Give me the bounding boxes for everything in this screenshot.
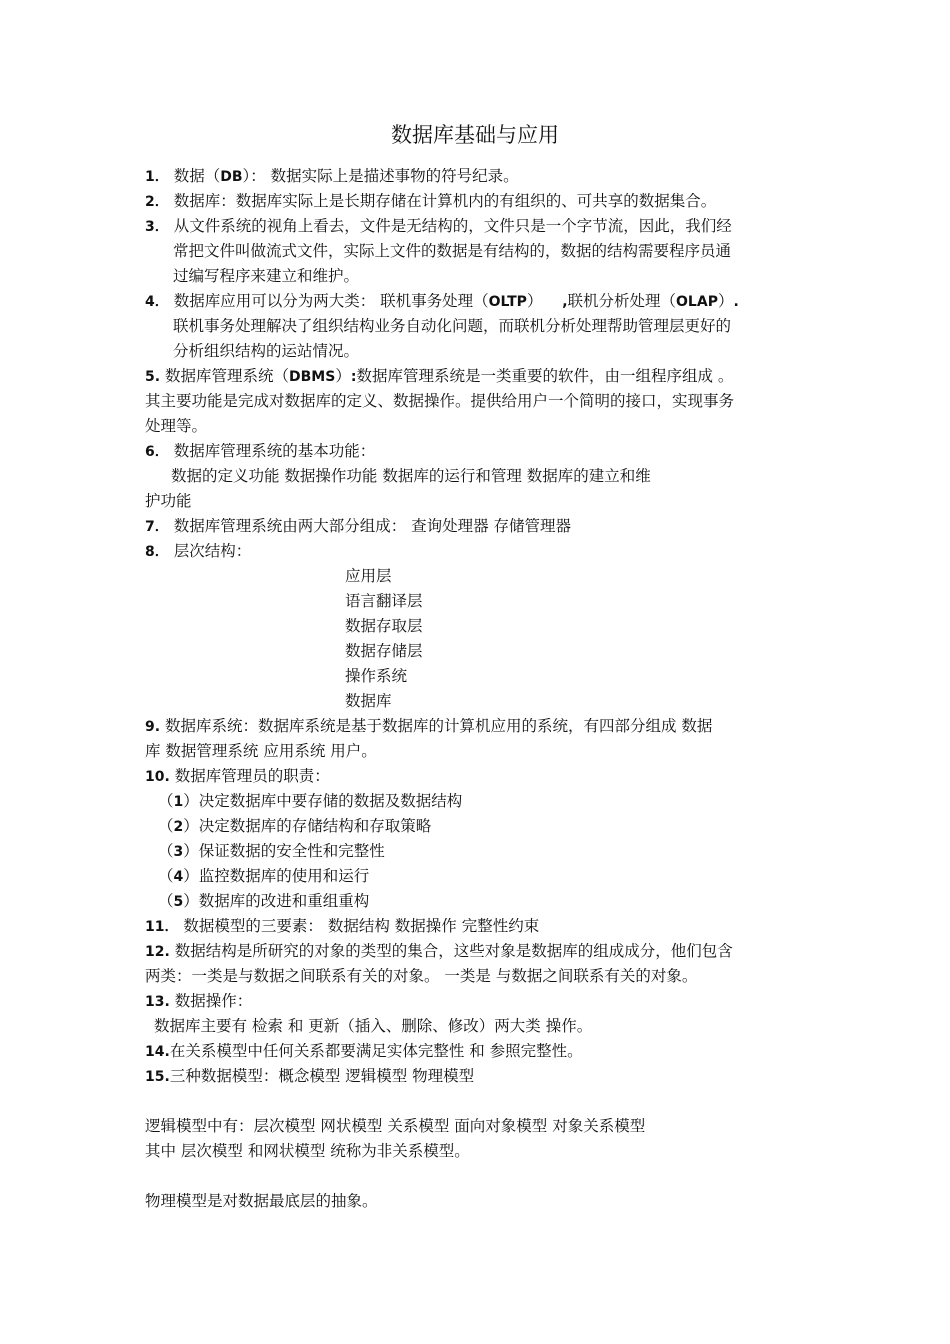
term-oltp: OLTP (488, 294, 527, 310)
item-text: 数据库应用可以分为两大类： 联机事务处理（ (173, 292, 489, 310)
duty-text: 监控数据库的使用和运行 (198, 867, 370, 885)
item-number: 12. (145, 944, 170, 960)
item-4-line-3: 分析组织结构的运站情况。 (173, 342, 360, 360)
item-2 (145, 189, 810, 215)
duty-number: 3 (173, 844, 184, 860)
item-text: 数据库管理系统是一类重要的软件，由一组程序组成 。 (356, 367, 734, 385)
duty-item: （1）决定数据库中要存储的数据及数据结构 (158, 792, 463, 810)
item-text: 数据库系统：数据库系统是基于数据库的计算机应用的系统，有四部分组成 数据 (165, 717, 713, 735)
item-number: 8． (145, 544, 169, 560)
item-5 (145, 364, 810, 390)
term-db: DB (220, 169, 243, 185)
item-text: 数据库管理系统的基本功能： (173, 442, 376, 460)
item-text: 在关系模型中任何关系都要满足实体完整性 和 参照完整性。 (169, 1042, 583, 1060)
item-9 (145, 714, 810, 740)
duty-text: 决定数据库的存储结构和存取策略 (198, 817, 432, 835)
item-text: : (350, 369, 357, 385)
item-number: 6． (145, 444, 169, 460)
item-text: 数据库管理员的职责： (174, 767, 330, 785)
duty-number: 4 (173, 869, 184, 885)
duty-number: 5 (173, 894, 184, 910)
item-number: 4． (145, 294, 169, 310)
duty-text: 保证数据的安全性和完整性 (198, 842, 385, 860)
item-7 (145, 514, 810, 540)
duty-item: （3）保证数据的安全性和完整性 (158, 842, 385, 860)
item-text: 数据库：数据库实际上是长期存储在计算机内的有组织的、可共享的数据集合。 (173, 192, 717, 210)
item-text: . (733, 294, 739, 310)
item-3-line-3: 过编写程序来建立和维护。 (173, 267, 360, 285)
item-text: ） (335, 367, 351, 385)
item-number: 9. (145, 719, 161, 735)
duty-item: （4）监控数据库的使用和运行 (158, 867, 370, 885)
item-text: 数据模型的三要素： 数据结构 数据操作 完整性约束 (183, 917, 540, 935)
item-6-line-2: 数据的定义功能 数据操作功能 数据库的运行和管理 数据库的建立和维 (171, 467, 651, 485)
duty-text: 决定数据库中要存储的数据及数据结构 (198, 792, 463, 810)
item-number: 2． (145, 194, 169, 210)
item-text: ） (526, 292, 543, 310)
item-1 (145, 164, 810, 190)
item-5-line-3: 处理等。 (145, 417, 208, 435)
item-3-line-2: 常把文件叫做流式文件，实际上文件的数据是有结构的，数据的结构需要程序员通 (173, 242, 732, 260)
item-6 (145, 439, 810, 465)
page-title: 数据库基础与应用 (391, 123, 559, 147)
layer-item: 操作系统 (345, 667, 408, 685)
item-14 (145, 1039, 810, 1065)
item-text: 从文件系统的视角上看去，文件是无结构的，文件只是一个字节流，因此，我们经 (173, 217, 732, 235)
item-number: 15. (145, 1069, 170, 1085)
item-6-line-3: 护功能 (145, 492, 192, 510)
item-text: 数据操作： (174, 992, 253, 1010)
item-5-line-2: 其主要功能是完成对数据库的定义、数据操作。提供给用户一个简明的接口，实现事务 (145, 392, 735, 410)
item-13-line-2: 数据库主要有 检索 和 更新（插入、删除、修改）两大类 操作。 (154, 1017, 593, 1035)
item-text: 层次结构： (173, 542, 252, 560)
item-text: 数据结构是所研究的对象的类型的集合，这些对象是数据库的组成成分，他们包含 (174, 942, 733, 960)
item-text: 联机分析处理（ (567, 292, 677, 310)
duty-item: （2）决定数据库的存储结构和存取策略 (158, 817, 432, 835)
duty-number: 1 (173, 794, 184, 810)
item-number: 11． (145, 919, 179, 935)
item-text: 数据（ (173, 167, 221, 185)
item-3 (145, 214, 810, 240)
item-number: 10. (145, 769, 170, 785)
item-10 (145, 764, 810, 790)
item-12 (145, 939, 810, 965)
item-12-line-2: 两类：一类是与数据之间联系有关的对象。 一类是 与数据之间联系有关的对象。 (145, 967, 698, 985)
item-9-line-2: 库 数据管理系统 应用系统 用户。 (145, 742, 377, 760)
layer-item: 数据存取层 (345, 617, 423, 635)
item-text: ）： 数据实际上是描述事物的符号纪录。 (242, 167, 519, 185)
layer-item: 数据库 (345, 692, 392, 710)
item-text: 数据库管理系统（ (165, 367, 290, 385)
item-text: ） (717, 292, 734, 310)
logical-model-paragraph-line-2: 其中 层次模型 和网状模型 统称为非关系模型。 (145, 1142, 470, 1160)
item-number: 5. (145, 369, 161, 385)
duty-item: （5）数据库的改进和重组重构 (158, 892, 370, 910)
term-olap: OLAP (676, 294, 718, 310)
item-number: 14. (145, 1044, 170, 1060)
item-11 (145, 914, 810, 940)
item-4-line-2: 联机事务处理解决了组织结构业务自动化问题，而联机分析处理帮助管理层更好的 (173, 317, 732, 335)
item-number: 3． (145, 219, 169, 235)
physical-model-paragraph: 物理模型是对数据最底层的抽象。 (145, 1192, 378, 1210)
item-number: 13. (145, 994, 170, 1010)
layer-item: 数据存储层 (345, 642, 423, 660)
layer-item: 语言翻译层 (345, 592, 423, 610)
item-8 (145, 539, 810, 565)
duty-number: 2 (173, 819, 184, 835)
layer-item: 应用层 (345, 567, 392, 585)
item-number: 7． (145, 519, 169, 535)
item-13 (145, 989, 810, 1015)
item-15 (145, 1064, 810, 1090)
duty-text: 数据库的改进和重组重构 (198, 892, 370, 910)
item-text: 三种数据模型：概念模型 逻辑模型 物理模型 (169, 1067, 475, 1085)
item-4 (145, 289, 810, 315)
item-number: 1． (145, 169, 169, 185)
item-text: , (562, 294, 568, 310)
logical-model-paragraph: 逻辑模型中有：层次模型 网状模型 关系模型 面向对象模型 对象关系模型 (145, 1117, 646, 1135)
term-dbms: DBMS (289, 369, 336, 385)
item-text: 数据库管理系统由两大部分组成： 查询处理器 存储管理器 (173, 517, 572, 535)
